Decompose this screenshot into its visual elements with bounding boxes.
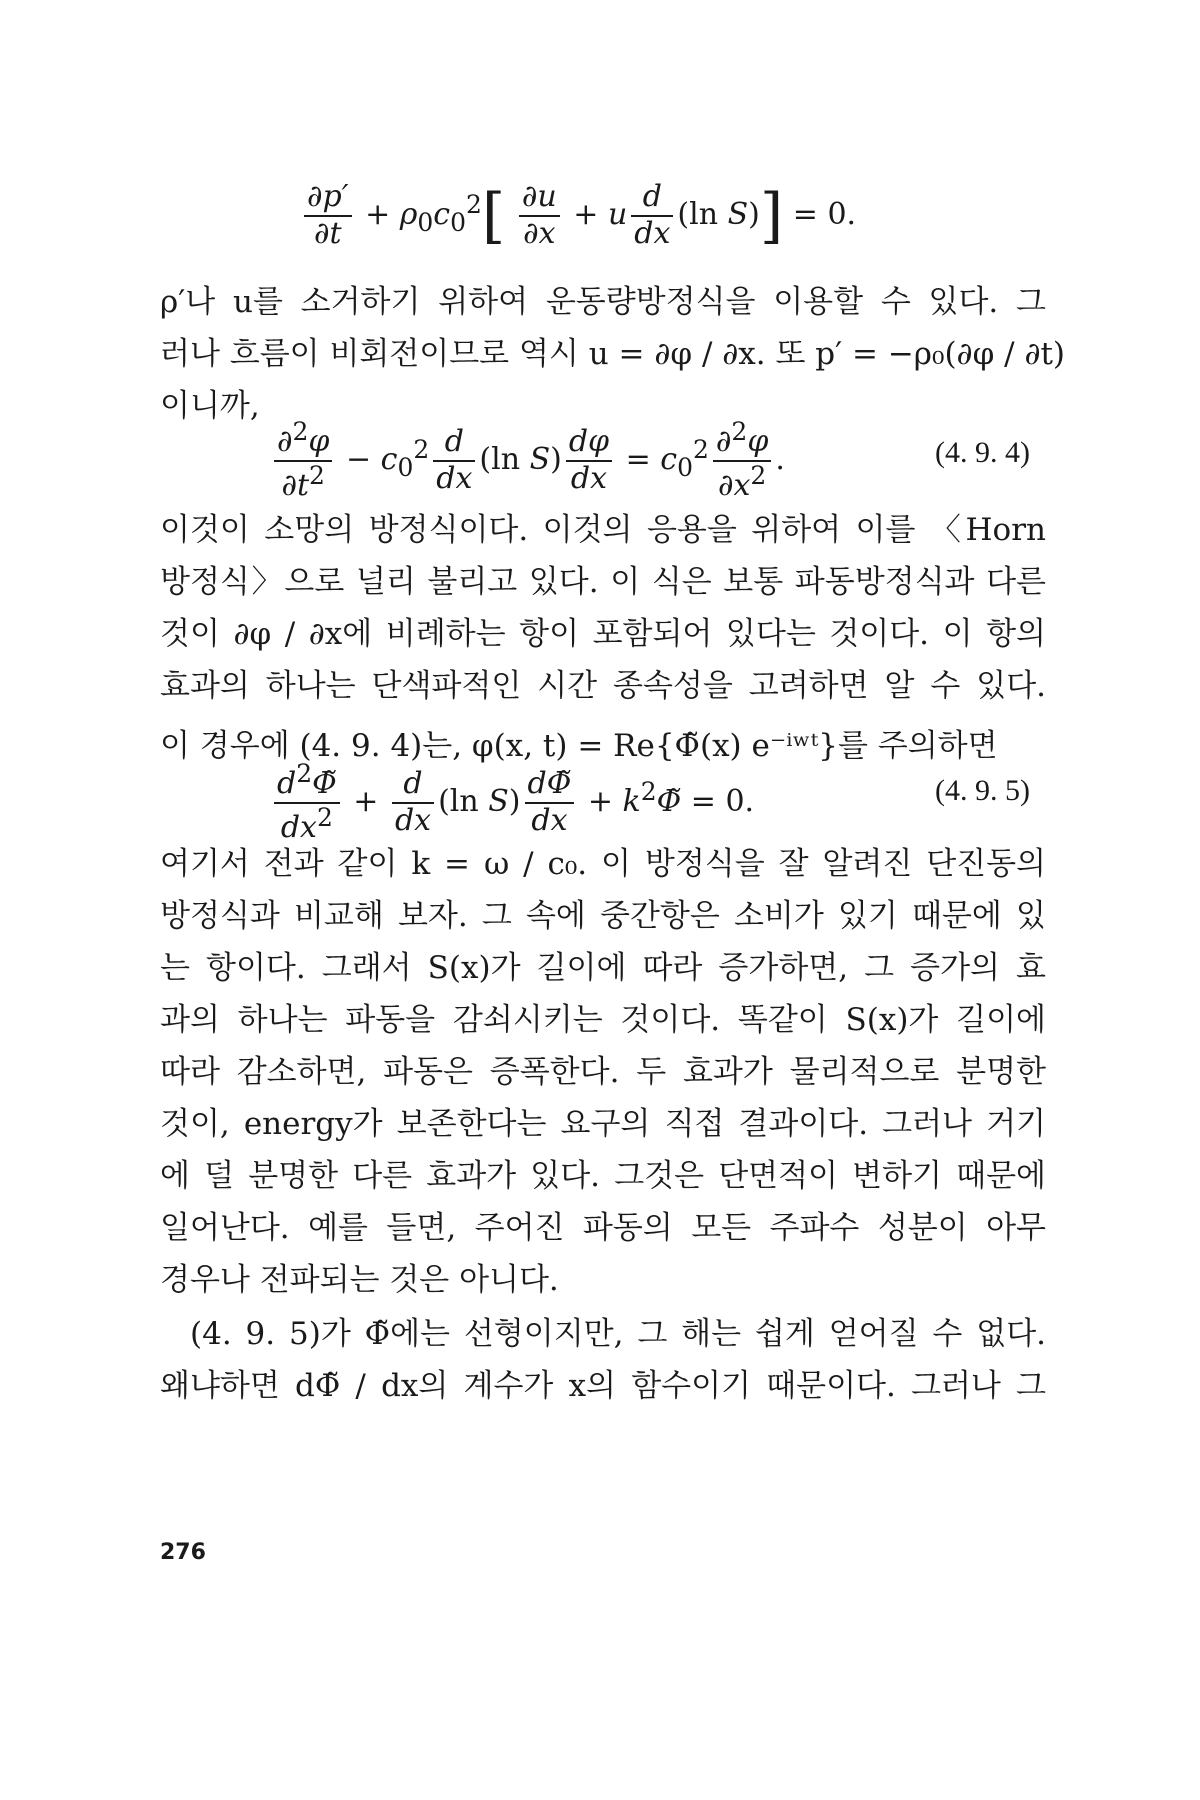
text-line: 여기서 전과 같이 k = ω / c₀. 이 방정식을 잘 알려진 단진동의 [160,846,1046,882]
text-line: 것이 ∂φ / ∂x에 비례하는 항이 포함되어 있다는 것이다. 이 항의 [160,616,1046,652]
text-line: 는 항이다. 그래서 S(x)가 길이에 따라 증가하면, 그 증가의 효 [160,950,1046,986]
page-number: 276 [160,1540,206,1565]
text-line: ρ′나 u를 소거하기 위하여 운동량방정식을 이용할 수 있다. 그 [160,284,1046,320]
equation-text: $\frac{\partial p'}{\partial t}$ + $\rho_0c_0^2$[ $\frac{\partial u}{\partial x}$ + u $\frac{d}{dx}$ (ln S)] = 0. [300,197,856,232]
text-line: 에 덜 분명한 다른 효과가 있다. 그것은 단면적이 변하기 때문에 [160,1158,1046,1194]
text-line: 효과의 하나는 단색파적인 시간 종속성을 고려하면 알 수 있다. [160,668,1046,704]
equation-text: $\frac{d^2\Phĩ}{dx^2}$ + $\frac{d}{dx}$ (ln S) $\frac{d\Phĩ}{dx}$ + $k^2\Phĩ = 0$. [270,784,754,819]
paragraph-1 [160,276,1066,432]
equation-number: (4. 9. 4) [935,436,1030,469]
text-line: 과의 하나는 파동을 감쇠시키는 것이다. 똑같이 S(x)가 길이에 [160,1002,1046,1038]
equation-helmholtz [270,760,754,845]
equation-number: (4. 9. 5) [935,774,1030,807]
text-line: 왜냐하면 dΦ̃ / dx의 계수가 x의 함수이기 때문이다. 그러나 그 [160,1368,1046,1404]
text-line: 경우나 전파되는 것은 아니다. [160,1262,559,1298]
equation-continuity [300,180,856,251]
text-line: 이 경우에 (4. 9. 4)는, φ(x, t) = Re{Φ̃(x) e⁻ⁱʷᵗ}를 주의하면 [160,728,998,764]
text-line: 것이, energy가 보존한다는 요구의 직접 결과이다. 그러나 거기 [160,1106,1046,1142]
text-line: 방정식〉으로 널리 불리고 있다. 이 식은 보통 파동방정식과 다른 [160,564,1046,600]
text-line: 이것이 소망의 방정식이다. 이것의 응용을 위하여 이를 〈Horn [160,512,1046,548]
text-line: 방정식과 비교해 보자. 그 속에 중간항은 소비가 있기 때문에 있 [160,898,1046,934]
text-line: 러나 흐름이 비회전이므로 역시 u = ∂φ / ∂x. 또 p′ = −ρ₀(∂φ / ∂t) [160,336,1066,372]
paragraph-2 [160,504,1046,772]
paragraph-4 [160,1308,1046,1412]
paragraph-3 [160,838,1046,1306]
text-line: 따라 감소하면, 파동은 증폭한다. 두 효과가 물리적으로 분명한 [160,1054,1046,1090]
equation-horn [270,418,785,503]
text-line: 일어난다. 예를 들면, 주어진 파동의 모든 주파수 성분이 아무 [160,1210,1046,1246]
equation-text: $\frac{\partial^2\varphi}{\partial t^2}$ − $c_0^2$ $\frac{d}{dx}$ (ln S) $\frac{d\varphi}{dx}$ = $c_0^2$ $\frac{\partial^2\varphi}{\partial x^2}$ . [270,442,785,477]
text-line: (4. 9. 5)가 Φ̃에는 선형이지만, 그 해는 쉽게 얻어질 수 없다. [190,1316,1046,1352]
text-line: 이니까, [160,388,260,424]
